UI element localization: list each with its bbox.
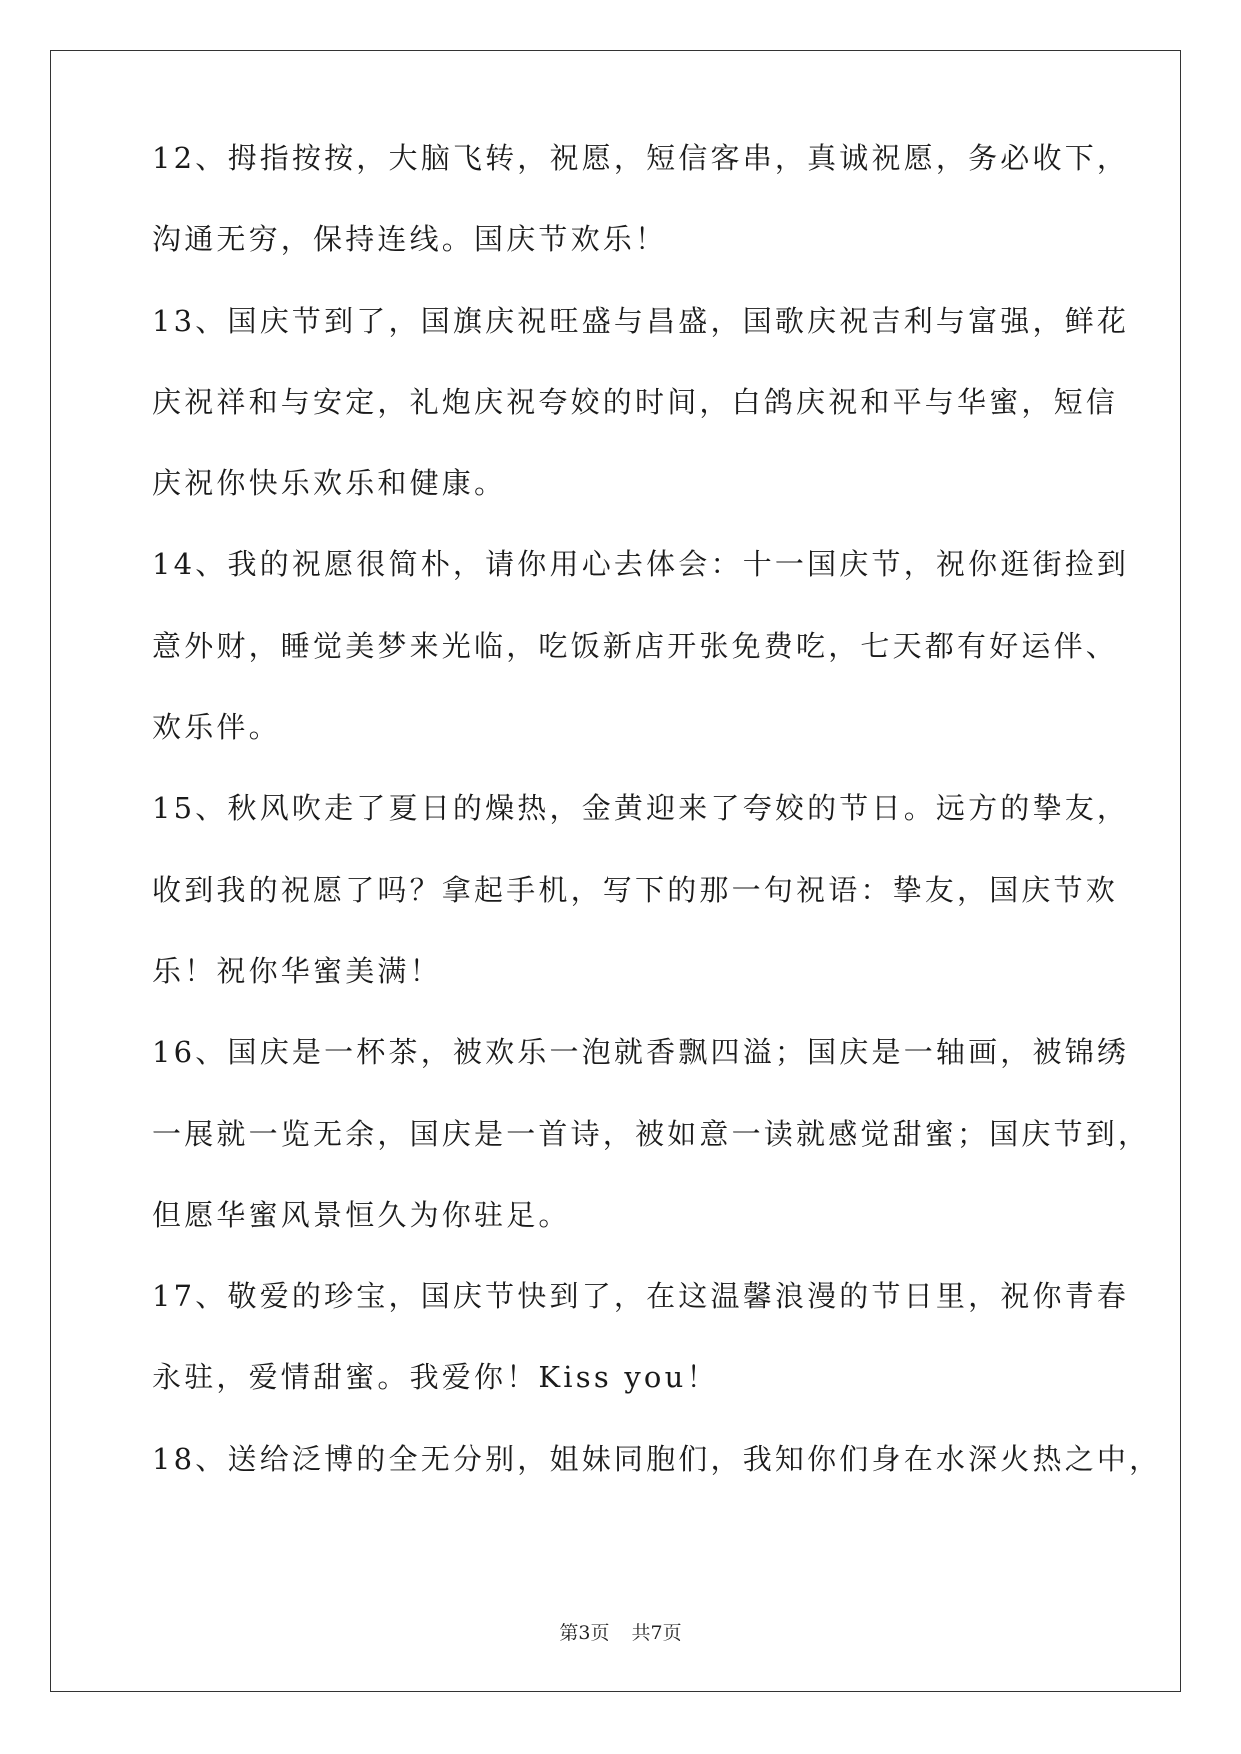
text-line: 乐！祝你华蜜美满！ — [152, 953, 442, 988]
text-line: 18、送给泛博的全无分别，姐妹同胞们，我知你们身在水深火热之中， — [152, 1441, 1162, 1476]
text-line: 一展就一览无余，国庆是一首诗，被如意一读就感觉甜蜜；国庆节到， — [152, 1116, 1151, 1151]
document-body — [152, 141, 1162, 1500]
page-footer — [0, 1618, 1241, 1645]
text-line: 意外财，睡觉美梦来光临，吃饭新店开张免费吃，七天都有好运伴、 — [152, 628, 1119, 663]
text-line: 17、敬爱的珍宝，国庆节快到了，在这温馨浪漫的节日里，祝你青春 — [152, 1279, 1130, 1314]
text-line: 庆祝祥和与安定，礼炮庆祝夸姣的时间，白鸽庆祝和平与华蜜，短信 — [152, 384, 1119, 419]
text-line: 14、我的祝愿很简朴，请你用心去体会：十一国庆节，祝你逛街捡到 — [152, 547, 1130, 582]
text-line: 庆祝你快乐欢乐和健康。 — [152, 466, 507, 501]
text-line: 16、国庆是一杯茶，被欢乐一泡就香飘四溢；国庆是一轴画，被锦绣 — [152, 1035, 1130, 1070]
text-line: 沟通无穷，保持连线。国庆节欢乐！ — [152, 222, 668, 257]
text-line: 欢乐伴。 — [152, 710, 281, 745]
page-number: 第3页 — [559, 1622, 610, 1644]
page-total: 共7页 — [631, 1622, 682, 1644]
text-line: 收到我的祝愿了吗？拿起手机，写下的那一句祝语：挚友，国庆节欢 — [152, 872, 1119, 907]
text-line: 15、秋风吹走了夏日的燥热，金黄迎来了夸姣的节日。远方的挚友， — [152, 791, 1130, 826]
text-line: 12、拇指按按，大脑飞转，祝愿，短信客串，真诚祝愿，务必收下， — [152, 141, 1130, 175]
text-line: 永驻，爱情甜蜜。我爱你！Kiss you！ — [152, 1360, 719, 1395]
text-line: 但愿华蜜风景恒久为你驻足。 — [152, 1197, 571, 1232]
text-line: 13、国庆节到了，国旗庆祝旺盛与昌盛，国歌庆祝吉利与富强，鲜花 — [152, 303, 1130, 338]
